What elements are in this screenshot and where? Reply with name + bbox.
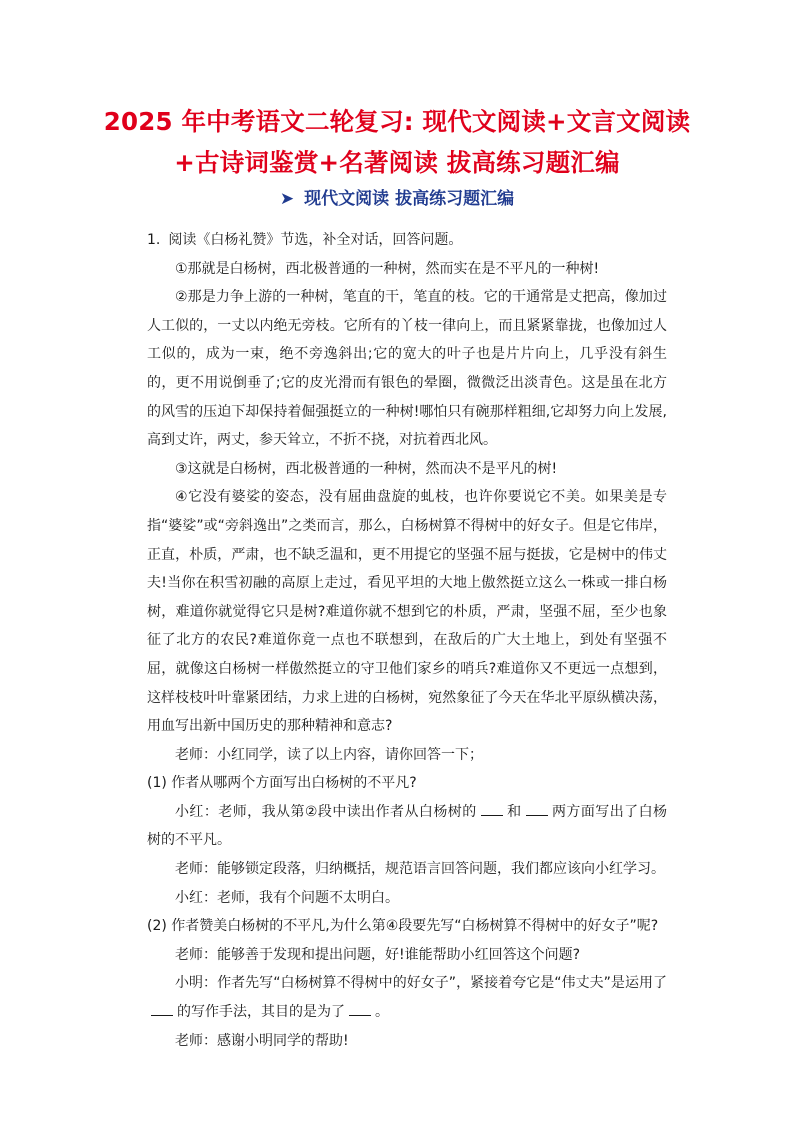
dialogue-xiaoming-answer xyxy=(147,969,667,1026)
answer-blank[interactable] xyxy=(349,1001,371,1016)
answer-blank[interactable] xyxy=(151,1001,173,1016)
dialogue-xiaohong-question: 小红：老师，我有个问题不太明白。 xyxy=(175,889,399,906)
dialogue-teacher-1: 老师：小红同学，读了以上内容，请你回答一下； xyxy=(175,746,483,763)
answer-text-part: 两方面写出了白杨树的不平凡。 xyxy=(147,803,667,849)
dialogue-teacher-4: 老师：感谢小明同学的帮助! xyxy=(175,1032,349,1049)
dialogue-teacher-2: 老师：能够锁定段落，归纳概括，规范语言回答问题，我们都应该向小红学习。 xyxy=(175,861,665,878)
passage-paragraph-4: ④它没有婆娑的姿态，没有屈曲盘旋的虬枝，也许你要说它不美。如果美是专指“婆娑”或“旁斜逸出”之类而言，那么，白杨树算不得树中的好女子。但是它伟岸，正直，朴质，严肃，也不缺乏温和，更不用提它的坚强不屈与挺拔，它是树中的伟丈夫!当你在积雪初融的高原上走过，看见平坦的大地上傲然挺立这么一株或一排白杨树，难道你就觉得它只是树?难道你就不想到它的朴质，严肃，坚强不屈，至少也象征了北方的农民?难道你竟一点也不联想到，在敌后的广大土地上，到处有坚强不屈，就像这白杨树一样傲然挺立的守卫他们家乡的哨兵?难道你又不更远一点想到，这样枝枝叶叶靠紧团结，力求上进的白杨树，宛然象征了今天在华北平原纵横决荡，用血写出新中国历史的那种精神和意志? xyxy=(147,489,667,735)
section-heading-text: 现代文阅读 拔高练习题汇编 xyxy=(304,189,515,209)
document-title-line-1: 2025 年中考语文二轮复习: 现代文阅读+文言文阅读 xyxy=(103,107,691,136)
sub-question-number: (1) xyxy=(147,775,167,792)
question-1-prompt xyxy=(147,226,667,255)
answer-text-part: 小明：作者先写“白杨树算不得树中的好女子”，紧接着夸它是“伟丈夫”是运用了 xyxy=(175,975,667,992)
dialogue-teacher-3: 老师：能够善于发现和提出问题，好!谁能帮助小红回答这个问题? xyxy=(175,946,581,963)
question-number: 1. xyxy=(147,232,161,248)
sub-question-number: (2) xyxy=(147,918,167,935)
dialogue-xiaohong-answer xyxy=(147,798,667,855)
answer-blank[interactable] xyxy=(526,801,548,816)
sub-question-2 xyxy=(147,912,667,941)
answer-text-part: 的写作手法，其目的是为了 xyxy=(177,1004,345,1021)
sub-question-1 xyxy=(147,769,667,798)
section-heading xyxy=(0,184,794,209)
sub-question-text: 作者从哪两个方面写出白杨树的不平凡? xyxy=(171,775,417,792)
sub-question-text: 作者赞美白杨树的不平凡,为什么第④段要先写“白杨树算不得树中的好女子”呢? xyxy=(171,918,659,935)
passage-paragraph-3: ③这就是白杨树，西北极普通的一种树，然而决不是平凡的树! xyxy=(175,460,558,477)
document-title-line-2: +古诗词鉴赏+名著阅读 拔高练习题汇编 xyxy=(174,148,620,177)
passage-paragraph-2: ②那是力争上游的一种树，笔直的干，笔直的枝。它的干通常是丈把高，像加过人工似的，一丈以内绝无旁枝。它所有的丫枝一律向上，而且紧紧靠拢，也像加过人工似的，成为一束，绝不旁逸斜出;它的宽大的叶子也是片片向上，几乎没有斜生的，更不用说倒垂了;它的皮光滑而有银色的晕圈，微微泛出淡青色。这是虽在北方的风雪的压迫下却保持着倔强挺立的一种树!哪怕只有碗那样粗细,它却努力向上发展,高到丈许，两丈，参天耸立，不折不挠，对抗着西北风。 xyxy=(147,289,667,449)
question-body xyxy=(147,226,667,1055)
passage-paragraph-1: ①那就是白杨树，西北极普通的一种树，然而实在是不平凡的一种树! xyxy=(175,260,600,277)
answer-blank[interactable] xyxy=(481,801,503,816)
answer-text-part: 。 xyxy=(375,1004,389,1021)
answer-text-part: 和 xyxy=(506,803,522,820)
question-prompt-text: 阅读《白杨礼赞》节选，补全对话，回答问题。 xyxy=(168,232,463,248)
arrow-bullet-icon: ➤ xyxy=(279,189,295,209)
answer-text-part: 小红：老师，我从第②段中读出作者从白杨树的 xyxy=(175,803,477,820)
